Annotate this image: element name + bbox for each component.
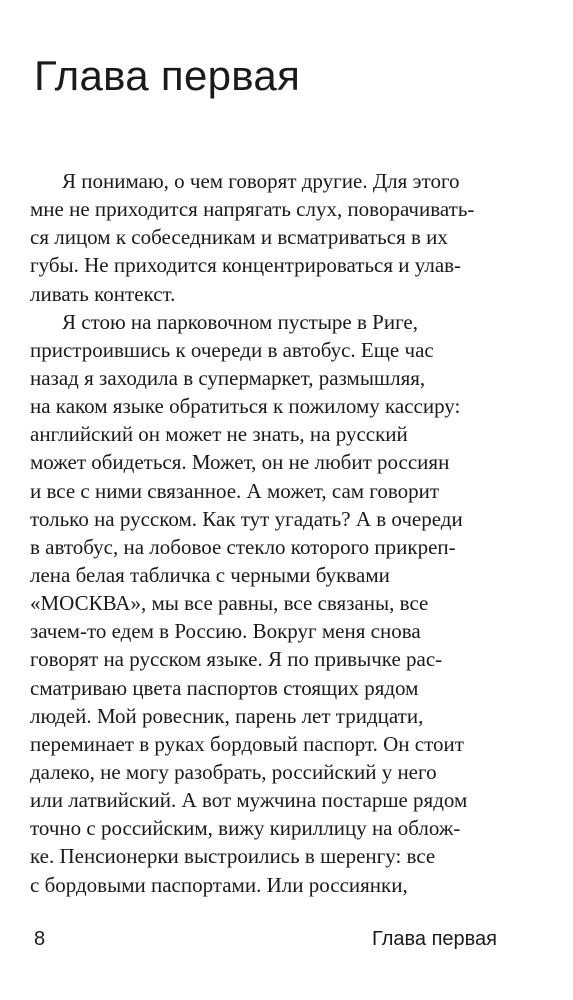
- page-number: 8: [34, 928, 46, 950]
- text-line: Я понимаю, о чем говорят другие. Для этого: [62, 169, 460, 193]
- chapter-title: Глава первая: [34, 52, 301, 99]
- text-line: в автобус, на лобовое стекло которого прикреп-: [30, 534, 456, 559]
- text-line: переминает в руках бордовый паспорт. Он стоит: [30, 731, 464, 756]
- text-line: ливать контекст.: [30, 281, 176, 306]
- text-line: или латвийский. А вот мужчина постарше рядом: [30, 788, 468, 813]
- text-line: сматриваю цвета паспортов стоящих рядом: [30, 675, 419, 700]
- text-line: Я стою на парковочном пустыре в Риге,: [62, 309, 418, 334]
- text-line: с бордовыми паспортами. Или россиянки,: [30, 872, 408, 897]
- text-line: точно с российским, вижу кириллицу на облож-: [30, 816, 461, 841]
- text-line: «МОСКВА», мы все равны, все связаны, все: [30, 591, 429, 616]
- text-line: пристроившись к очереди в автобус. Еще час: [30, 337, 434, 362]
- text-line: может обидеться. Может, он не любит россиян: [30, 450, 450, 475]
- text-line: на каком языке обратиться к пожилому кассиру:: [30, 394, 461, 419]
- body-text: [30, 167, 500, 899]
- text-line: английский он может не знать, на русский: [30, 422, 408, 447]
- text-line: ке. Пенсионерки выстроились в шеренгу: все: [30, 844, 436, 869]
- text-line: говорят на русском языке. Я по привычке рас-: [30, 647, 443, 672]
- text-line: далеко, не могу разобрать, российский у него: [30, 759, 437, 784]
- text-line: назад я заходила в супермаркет, размышляя,: [30, 365, 426, 390]
- text-line: только на русском. Как тут угадать? А в очереди: [30, 506, 463, 531]
- text-line: мне не приходится напрягать слух, поворачивать-: [30, 197, 475, 222]
- text-line: и все с ними связанное. А может, сам говорит: [30, 478, 440, 503]
- text-line: лена белая табличка с черными буквами: [30, 562, 390, 587]
- text-line: губы. Не приходится концентрироваться и улав-: [30, 253, 462, 278]
- text-line: людей. Мой ровесник, парень лет тридцати,: [30, 703, 424, 728]
- running-title: Глава первая: [371, 928, 497, 950]
- text-line: ся лицом к собеседникам и всматриваться в их: [30, 225, 448, 250]
- text-line: зачем-то едем в Россию. Вокруг меня снова: [30, 619, 421, 644]
